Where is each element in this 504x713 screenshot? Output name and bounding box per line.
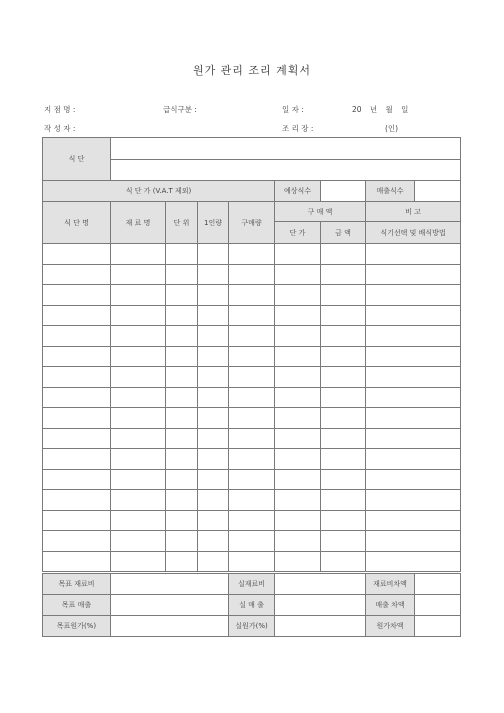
entry-cell[interactable]	[198, 551, 229, 572]
unit-price-label: 식 단 가 (V.A.T 제외)	[43, 181, 275, 202]
entry-cell[interactable]	[275, 244, 321, 265]
table-row	[43, 449, 461, 470]
entry-cell[interactable]	[321, 264, 366, 285]
ingredient-cost-diff-label: 재료비차액	[366, 574, 415, 595]
entry-cell[interactable]	[366, 264, 461, 285]
entry-cell[interactable]	[229, 387, 275, 408]
entry-cell[interactable]	[198, 387, 229, 408]
entry-cell[interactable]	[229, 428, 275, 449]
entry-cell[interactable]	[229, 449, 275, 470]
actual-ingredient-cost-label: 실재료비	[229, 574, 275, 595]
entry-cell[interactable]	[111, 264, 166, 285]
cost-diff-cell[interactable]	[415, 616, 461, 637]
actual-cost-rate-cell[interactable]	[275, 616, 366, 637]
entry-cell[interactable]	[43, 449, 111, 470]
entry-cell[interactable]	[166, 387, 198, 408]
entry-cell[interactable]	[166, 326, 198, 347]
entry-cell[interactable]	[43, 285, 111, 306]
chef-label: 조 리 장 :	[282, 124, 314, 133]
target-cost-rate-label: 목표원가(%)	[43, 616, 111, 637]
entry-cell[interactable]	[366, 531, 461, 552]
entry-cell[interactable]	[366, 244, 461, 265]
entry-cell[interactable]	[366, 305, 461, 326]
entry-cell[interactable]	[111, 305, 166, 326]
entry-cell[interactable]	[229, 326, 275, 347]
entry-cell[interactable]	[321, 305, 366, 326]
entry-cell[interactable]	[275, 510, 321, 531]
col-remarks: 비 고	[366, 202, 461, 222]
entry-cell[interactable]	[366, 428, 461, 449]
entry-cell[interactable]	[43, 428, 111, 449]
actual-ingredient-cost-cell[interactable]	[275, 574, 366, 595]
summary-table	[42, 573, 461, 637]
entry-cell[interactable]	[198, 264, 229, 285]
entry-cell[interactable]	[321, 531, 366, 552]
entry-cell[interactable]	[166, 551, 198, 572]
entry-cell[interactable]	[166, 244, 198, 265]
table-row	[43, 408, 461, 429]
entry-cell[interactable]	[366, 469, 461, 490]
entry-cell[interactable]	[275, 387, 321, 408]
entry-cell[interactable]	[229, 469, 275, 490]
entry-cell[interactable]	[198, 428, 229, 449]
entry-cell[interactable]	[198, 469, 229, 490]
entry-cell[interactable]	[166, 264, 198, 285]
entry-cell[interactable]	[198, 510, 229, 531]
sales-diff-cell[interactable]	[415, 595, 461, 616]
entry-cell[interactable]	[229, 551, 275, 572]
branch-label: 지 점 명 :	[44, 105, 76, 114]
entry-cell[interactable]	[321, 428, 366, 449]
entry-cell[interactable]	[198, 326, 229, 347]
table-row	[43, 490, 461, 511]
entry-cell[interactable]	[198, 346, 229, 367]
entry-cell[interactable]	[166, 510, 198, 531]
date-label: 일 자 :	[282, 105, 304, 114]
entry-cell[interactable]	[43, 326, 111, 347]
entry-cell[interactable]	[229, 531, 275, 552]
entry-cell[interactable]	[229, 285, 275, 306]
table-row	[43, 428, 461, 449]
entry-cell[interactable]	[111, 490, 166, 511]
entry-cell[interactable]	[166, 408, 198, 429]
table-row	[43, 469, 461, 490]
table-row	[43, 510, 461, 531]
entry-cell[interactable]	[275, 367, 321, 388]
entry-cell[interactable]	[321, 490, 366, 511]
entry-cell[interactable]	[166, 428, 198, 449]
entry-cell[interactable]	[198, 531, 229, 552]
sold-meals-cell[interactable]	[415, 181, 461, 202]
entry-cell[interactable]	[166, 305, 198, 326]
entry-cell[interactable]	[198, 367, 229, 388]
entry-cell[interactable]	[275, 490, 321, 511]
entry-cell[interactable]	[275, 285, 321, 306]
entry-cell[interactable]	[43, 510, 111, 531]
entry-cell[interactable]	[111, 469, 166, 490]
table-row	[43, 551, 461, 572]
entry-cell[interactable]	[43, 264, 111, 285]
entry-cell[interactable]	[43, 469, 111, 490]
entry-cell[interactable]	[111, 408, 166, 429]
entry-cell[interactable]	[275, 531, 321, 552]
col-menu-name: 식 단 명	[43, 202, 111, 244]
col-purchase-amount: 구 매 액	[275, 202, 366, 222]
entry-cell[interactable]	[275, 326, 321, 347]
entry-cell[interactable]	[366, 490, 461, 511]
menu-cell[interactable]	[111, 138, 461, 160]
entry-cell[interactable]	[366, 449, 461, 470]
table-row	[43, 244, 461, 265]
col-amount: 금 액	[321, 222, 366, 244]
actual-sales-cell[interactable]	[275, 595, 366, 616]
col-unit: 단 위	[166, 202, 198, 244]
entry-cell[interactable]	[198, 305, 229, 326]
entry-cell[interactable]	[198, 449, 229, 470]
entry-cell[interactable]	[275, 408, 321, 429]
entry-cell[interactable]	[166, 469, 198, 490]
entry-cell[interactable]	[111, 428, 166, 449]
entry-cell[interactable]	[43, 244, 111, 265]
entry-cell[interactable]	[111, 326, 166, 347]
menu-label-cell: 식 단	[43, 138, 111, 181]
entry-cell[interactable]	[111, 449, 166, 470]
entry-cell[interactable]	[366, 387, 461, 408]
table-row	[43, 367, 461, 388]
date-value: 20 년 월 일	[352, 105, 409, 114]
entry-cell[interactable]	[198, 244, 229, 265]
document-title: 원가 관리 조리 계획서	[192, 64, 312, 77]
entry-cell[interactable]	[321, 244, 366, 265]
entry-cell[interactable]	[111, 531, 166, 552]
col-per-person: 1인량	[198, 202, 229, 244]
entry-cell[interactable]	[166, 367, 198, 388]
entry-cell[interactable]	[275, 449, 321, 470]
entry-cell[interactable]	[166, 531, 198, 552]
entry-cell[interactable]	[229, 244, 275, 265]
table-row	[43, 346, 461, 367]
actual-sales-label: 실 매 출	[229, 595, 275, 616]
entry-cell[interactable]	[111, 244, 166, 265]
entry-cell[interactable]	[321, 469, 366, 490]
entry-cell[interactable]	[275, 346, 321, 367]
cost-diff-label: 원가차액	[366, 616, 415, 637]
entry-cell[interactable]	[321, 326, 366, 347]
entry-cell[interactable]	[321, 346, 366, 367]
writer-label: 작 성 자 :	[44, 124, 76, 133]
entry-cell[interactable]	[43, 367, 111, 388]
entry-cell[interactable]	[366, 367, 461, 388]
entry-cell[interactable]	[166, 490, 198, 511]
entry-cell[interactable]	[321, 285, 366, 306]
entry-cell[interactable]	[111, 510, 166, 531]
meal-type-label: 급식구분 :	[163, 105, 197, 114]
entry-cell[interactable]	[43, 387, 111, 408]
table-row	[43, 531, 461, 552]
entry-cell[interactable]	[43, 346, 111, 367]
sales-diff-label: 매출 차액	[366, 595, 415, 616]
entry-cell[interactable]	[166, 346, 198, 367]
entry-cell[interactable]	[111, 387, 166, 408]
entry-cell[interactable]	[111, 285, 166, 306]
target-sales-cell[interactable]	[111, 595, 229, 616]
entry-cell[interactable]	[366, 551, 461, 572]
entry-cell[interactable]	[275, 551, 321, 572]
target-ingredient-cost-label: 목표 재료비	[43, 574, 111, 595]
sold-meals-label: 매출식수	[366, 181, 415, 202]
menu-cell-2[interactable]	[111, 160, 461, 181]
entry-cell[interactable]	[166, 449, 198, 470]
entry-cell[interactable]	[366, 346, 461, 367]
col-unit-price: 단 가	[275, 222, 321, 244]
entry-cell[interactable]	[43, 305, 111, 326]
entry-cell[interactable]	[275, 264, 321, 285]
target-ingredient-cost-cell[interactable]	[111, 574, 229, 595]
entry-cell[interactable]	[166, 285, 198, 306]
table-row	[43, 264, 461, 285]
entry-cell[interactable]	[366, 326, 461, 347]
table-row	[43, 305, 461, 326]
col-remarks-sub: 식기선택 및 배식방법	[366, 222, 461, 244]
entry-cell[interactable]	[43, 408, 111, 429]
entry-cell[interactable]	[43, 490, 111, 511]
entry-cell[interactable]	[43, 531, 111, 552]
target-sales-label: 목표 매출	[43, 595, 111, 616]
entry-cell[interactable]	[321, 387, 366, 408]
expected-meals-label: 예상식수	[275, 181, 321, 202]
table-row	[43, 387, 461, 408]
entry-cell[interactable]	[321, 449, 366, 470]
entry-cell[interactable]	[229, 510, 275, 531]
expected-meals-cell[interactable]	[321, 181, 366, 202]
entry-cell[interactable]	[366, 510, 461, 531]
entry-cell[interactable]	[366, 285, 461, 306]
entry-cell[interactable]	[275, 428, 321, 449]
entry-cell[interactable]	[229, 408, 275, 429]
entry-cell[interactable]	[229, 264, 275, 285]
entry-cell[interactable]	[43, 551, 111, 572]
entry-cell[interactable]	[321, 551, 366, 572]
entry-cell[interactable]	[229, 305, 275, 326]
ingredient-cost-diff-cell[interactable]	[415, 574, 461, 595]
col-ingredient-name: 재 료 명	[111, 202, 166, 244]
entry-cell[interactable]	[229, 490, 275, 511]
actual-cost-rate-label: 실원가(%)	[229, 616, 275, 637]
table-row	[43, 326, 461, 347]
entry-cell[interactable]	[366, 408, 461, 429]
plan-table	[42, 137, 461, 572]
entry-cell[interactable]	[321, 367, 366, 388]
table-row	[43, 285, 461, 306]
entry-cell[interactable]	[111, 346, 166, 367]
entry-cell[interactable]	[111, 551, 166, 572]
entry-cell[interactable]	[275, 469, 321, 490]
entry-cell[interactable]	[321, 510, 366, 531]
seal-mark: (인)	[385, 124, 399, 133]
entry-cell[interactable]	[198, 490, 229, 511]
entry-cell[interactable]	[229, 367, 275, 388]
entry-cell[interactable]	[229, 346, 275, 367]
entry-cell[interactable]	[321, 408, 366, 429]
col-purchase-qty: 구매량	[229, 202, 275, 244]
entry-cell[interactable]	[275, 305, 321, 326]
target-cost-rate-cell[interactable]	[111, 616, 229, 637]
entry-cell[interactable]	[198, 285, 229, 306]
entry-cell[interactable]	[198, 408, 229, 429]
entry-cell[interactable]	[111, 367, 166, 388]
